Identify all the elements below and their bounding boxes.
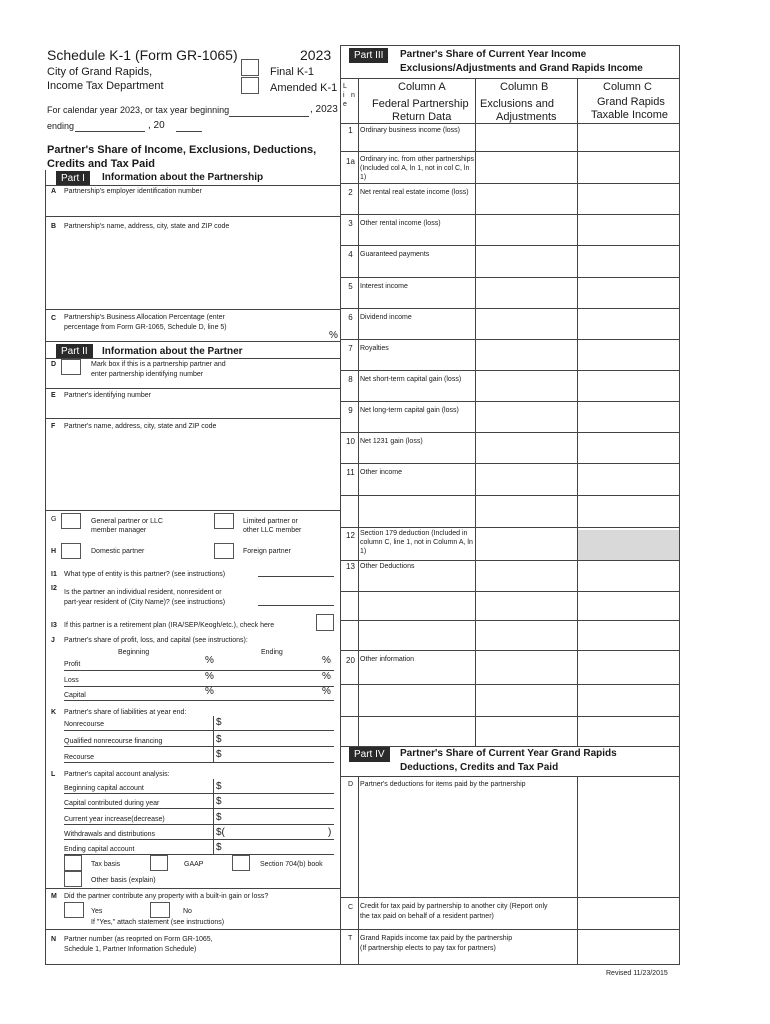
- line-num-20: 20: [346, 656, 355, 665]
- part4-tag: Part IV: [349, 747, 390, 762]
- l-dollar-3: $: [216, 812, 222, 823]
- amended-k1-checkbox[interactable]: [241, 77, 259, 94]
- l-row-ending: Ending capital account: [64, 846, 135, 853]
- j-capital-field[interactable]: [64, 700, 334, 701]
- l-withdrawals-field[interactable]: [64, 839, 334, 840]
- h-opt2: Foreign partner: [243, 548, 291, 555]
- e-label: Partner's identifying number: [64, 392, 151, 399]
- amended-k1-label: Amended K-1: [270, 82, 338, 94]
- line-num-9: 9: [348, 406, 353, 415]
- c-letter: C: [51, 315, 57, 322]
- h-opt1: Domestic partner: [91, 548, 145, 555]
- g-opt2-2: other LLC member: [243, 527, 302, 534]
- l-row-withdrawals: Withdrawals and distributions: [64, 831, 156, 838]
- domestic-partner-checkbox[interactable]: [61, 543, 81, 559]
- k-row-recourse: Recourse: [64, 754, 94, 761]
- col-b-sub-1: Exclusions and: [480, 98, 554, 110]
- line-label-13: Other Deductions: [360, 563, 415, 570]
- n-label-1: Partner number (as reoprted on Form GR-1065,: [64, 936, 213, 943]
- k-label: Partner's share of liabilities at year end:: [64, 709, 187, 716]
- g-opt1-2: member manager: [91, 527, 147, 534]
- k-recourse-field[interactable]: [64, 762, 334, 763]
- section-title-2: Credits and Tax Paid: [47, 158, 155, 170]
- e-letter: E: [51, 392, 56, 399]
- m-no-checkbox[interactable]: [150, 902, 170, 918]
- t4-letter: T: [348, 935, 353, 942]
- j-profit-begin-pct: %: [205, 655, 214, 666]
- ending-label: ending: [47, 121, 75, 131]
- form-title: Schedule K-1 (Form GR-1065): [47, 47, 238, 63]
- d-label-2: enter partnership identifying number: [91, 371, 204, 378]
- l-704b-label: Section 704(b) book: [260, 861, 323, 868]
- g-letter: G: [51, 516, 57, 523]
- part1-tag: Part I: [56, 171, 90, 186]
- line-label-1: Ordinary business income (loss): [360, 127, 460, 134]
- l-beginning-field[interactable]: [64, 793, 334, 794]
- partner-id-field[interactable]: [45, 418, 340, 419]
- gaap-checkbox[interactable]: [150, 855, 168, 871]
- j-profit-end-pct: %: [322, 655, 331, 666]
- l-contributed-field[interactable]: [64, 808, 334, 809]
- l-row-contributed: Capital contributed during year: [64, 800, 160, 807]
- d-label-1: Mark box if this is a partnership partner and: [91, 361, 226, 368]
- part3-title-2: Exclusions/Adjustments and Grand Rapids Income: [400, 63, 643, 74]
- line-letter-e: e: [343, 101, 347, 108]
- i2-label-1: Is the partner an individual resident, nonresident or: [64, 589, 222, 596]
- m-note: If "Yes," attach statement (see instructions): [91, 919, 225, 926]
- j-capital-begin-pct: %: [205, 686, 214, 697]
- line-num-7: 7: [348, 344, 353, 353]
- c4-label-2: the tax paid on behalf of a resident partner): [360, 913, 494, 920]
- col-c-sub-2: Taxable Income: [591, 109, 669, 121]
- allocation-pct-field[interactable]: [45, 341, 340, 342]
- i1-label: What type of entity is this partner? (see instructions): [64, 571, 226, 578]
- line-1a-colc-shaded: [578, 530, 679, 561]
- c-pct-sign: %: [329, 330, 338, 341]
- employer-id-field[interactable]: [45, 216, 340, 217]
- l-dollar-2: $: [216, 796, 222, 807]
- j-profit-field[interactable]: [64, 670, 334, 671]
- j-loss-begin-pct: %: [205, 671, 214, 682]
- line-num-5: 5: [348, 282, 353, 291]
- col-c-sub-1: Grand Rapids: [597, 96, 665, 108]
- j-row-loss: Loss: [64, 677, 79, 684]
- line-label-9: Net long-term capital gain (loss): [360, 407, 459, 414]
- tax-basis-checkbox[interactable]: [64, 855, 82, 871]
- f-label: Partner's name, address, city, state and ZIP code: [64, 423, 217, 430]
- part4-title-2: Deductions, Credits and Tax Paid: [400, 762, 559, 773]
- line-letter-i: i: [343, 92, 345, 99]
- line-letter-l: L: [343, 83, 347, 90]
- k-dollar-2: $: [216, 734, 222, 745]
- j-beginning-label: Beginning: [118, 649, 150, 656]
- general-partner-checkbox[interactable]: [61, 513, 81, 529]
- g-opt1-1: General partner or LLC: [91, 518, 163, 525]
- form-year: 2023: [300, 47, 332, 63]
- ending-year-label: , 20: [148, 120, 165, 131]
- line-label-11: Other income: [360, 469, 403, 476]
- section-704b-checkbox[interactable]: [232, 855, 250, 871]
- line-num-10: 10: [346, 437, 355, 446]
- l-dollar-5: $: [216, 842, 222, 853]
- line-num-4: 4: [348, 250, 353, 259]
- c4-letter: C: [348, 904, 354, 911]
- final-k1-label: Final K-1: [270, 66, 315, 78]
- col-a-sub-1: Federal Partnership: [372, 98, 469, 110]
- t4-label-1: Grand Rapids income tax paid by the partnership: [360, 935, 513, 942]
- part3-title-1: Partner's Share of Current Year Income: [400, 49, 587, 60]
- line-num-6: 6: [348, 313, 353, 322]
- partnership-partner-checkbox[interactable]: [61, 359, 81, 375]
- section-title-1: Partner's Share of Income, Exclusions, Deductions,: [47, 144, 317, 156]
- a-letter: A: [51, 188, 57, 195]
- j-letter: J: [51, 637, 55, 644]
- revised-date: Revised 11/23/2015: [606, 970, 668, 977]
- part2-title: Information about the Partner: [102, 346, 243, 357]
- line-num-11: 11: [346, 468, 355, 477]
- line-label-1a: Ordinary inc. from other partnerships (Included col A, ln 1, not in col C, ln 1): [360, 156, 474, 181]
- l-increase-field[interactable]: [64, 824, 334, 825]
- k-qualified-field[interactable]: [64, 746, 334, 747]
- retirement-plan-checkbox[interactable]: [316, 614, 334, 631]
- line-label-5: Interest income: [360, 283, 408, 290]
- i3-letter: I3: [51, 622, 57, 629]
- line-label-7: Royalties: [360, 345, 389, 352]
- part2-tag: Part II: [56, 344, 93, 359]
- col-a-head: Column A: [398, 81, 446, 93]
- foreign-partner-checkbox[interactable]: [214, 543, 234, 559]
- c-label-1: Partnership's Business Allocation Percentage (enter: [64, 314, 225, 321]
- col-b-head: Column B: [500, 81, 549, 93]
- m-yes-checkbox[interactable]: [64, 902, 84, 918]
- c-label-2: percentage from Form GR-1065, Schedule D, line 5): [64, 324, 227, 331]
- col-a-sub-2: Return Data: [392, 111, 452, 123]
- m-yes-label: Yes: [91, 908, 103, 915]
- d-letter: D: [51, 361, 57, 368]
- i2-label-2: part-year resident of (City Name)? (see instructions): [64, 599, 226, 606]
- i2-letter: I2: [51, 585, 57, 592]
- line-num-1a: 1a: [346, 157, 355, 166]
- k-row-qualified: Qualified nonrecourse financing: [64, 738, 163, 745]
- l-tax-basis-label: Tax basis: [91, 861, 121, 868]
- entity-type-field[interactable]: [258, 576, 334, 577]
- l-label: Partner's capital account analysis:: [64, 771, 170, 778]
- d4-amount-field[interactable]: [578, 777, 679, 896]
- j-ending-label: Ending: [261, 649, 283, 656]
- k-dollar-3: $: [216, 749, 222, 760]
- t4-amount-field[interactable]: [578, 930, 679, 964]
- ending-date-field[interactable]: [75, 131, 145, 132]
- l-row-increase: Current year increase(decrease): [64, 816, 165, 823]
- j-capital-end-pct: %: [322, 686, 331, 697]
- l-other-label: Other basis (explain): [91, 877, 156, 884]
- a-label: Partnership's employer identification number: [64, 188, 202, 195]
- other-basis-checkbox[interactable]: [64, 871, 82, 887]
- line-num-2: 2: [348, 188, 353, 197]
- line-label-4: Guaranteed payments: [360, 251, 430, 258]
- final-k1-checkbox[interactable]: [241, 59, 259, 76]
- j-loss-field[interactable]: [64, 686, 334, 687]
- line-label-2: Net rental real estate income (loss): [360, 189, 469, 196]
- line-label-20: Other information: [360, 656, 415, 663]
- m-label: Did the partner contribute any property with a built-in gain or loss?: [64, 893, 269, 900]
- col-c-head: Column C: [603, 81, 652, 93]
- line-letter-n: n: [351, 92, 355, 99]
- j-label: Partner's share of profit, loss, and capital (see instructions):: [64, 637, 248, 644]
- line-label-10: Net 1231 gain (loss): [360, 438, 423, 445]
- l-dollar-1: $: [216, 781, 222, 792]
- f-letter: F: [51, 423, 56, 430]
- g-opt2-1: Limited partner or: [243, 518, 298, 525]
- l-row-beginning: Beginning capital account: [64, 785, 144, 792]
- d4-label: Partner's deductions for items paid by the partnership: [360, 781, 526, 788]
- i1-letter: I1: [51, 571, 57, 578]
- b-letter: B: [51, 223, 57, 230]
- partnership-address-field[interactable]: [46, 232, 339, 308]
- l-close-paren: ): [328, 827, 332, 838]
- l-letter: L: [51, 771, 56, 778]
- line-num-3: 3: [348, 219, 353, 228]
- b-label: Partnership's name, address, city, state and ZIP code: [64, 223, 230, 230]
- line-num-12: 12: [346, 531, 355, 540]
- n-label-2: Schedule 1, Partner Information Schedule): [64, 946, 197, 953]
- org-line-2: Income Tax Department: [47, 80, 164, 92]
- t4-label-2: (If partnership elects to pay tax for partners): [360, 945, 496, 952]
- org-line-1: City of Grand Rapids,: [47, 66, 153, 78]
- n-letter: N: [51, 936, 57, 943]
- m-no-label: No: [183, 908, 192, 915]
- line-num-1: 1: [348, 126, 353, 135]
- limited-partner-checkbox[interactable]: [214, 513, 234, 529]
- l-dollar-paren: $(: [216, 827, 225, 838]
- part1-title: Information about the Partnership: [102, 172, 264, 183]
- k-dollar-1: $: [216, 717, 222, 728]
- line-label-6: Dividend income: [360, 314, 412, 321]
- calendar-year-suffix: , 2023: [310, 104, 338, 115]
- k-letter: K: [51, 709, 57, 716]
- part4-title-1: Partner's Share of Current Year Grand Rapids: [400, 748, 617, 759]
- line-num-8: 8: [348, 375, 353, 384]
- h-letter: H: [51, 548, 57, 555]
- l-gaap-label: GAAP: [184, 861, 204, 868]
- ending-year-field[interactable]: [176, 131, 202, 132]
- line-num-13: 13: [346, 562, 355, 571]
- d4-letter: D: [348, 781, 354, 788]
- tax-year-begin-field[interactable]: [229, 116, 309, 117]
- partner-address-field[interactable]: [46, 432, 339, 508]
- m-letter: M: [51, 893, 57, 900]
- calendar-line-label: For calendar year 2023, or tax year beginning: [47, 105, 230, 115]
- k-nonrecourse-field[interactable]: [64, 730, 334, 731]
- i3-label: If this partner is a retirement plan (IRA/SEP/Keogh/etc.), check here: [64, 622, 275, 629]
- k-row-nonrecourse: Nonrecourse: [64, 721, 105, 728]
- col-b-sub-2: Adjustments: [496, 111, 557, 123]
- residency-field[interactable]: [258, 605, 334, 606]
- l-ending-field[interactable]: [64, 854, 334, 855]
- line-1a-cells[interactable]: [476, 152, 679, 182]
- c4-label-1: Credit for tax paid by partnership to another city (Report only: [360, 903, 548, 910]
- line-label-3: Other rental income (loss): [360, 220, 441, 227]
- j-loss-end-pct: %: [322, 671, 331, 682]
- c4-amount-field[interactable]: [578, 898, 679, 928]
- line-label-12: Section 179 deduction (Included in column C, line 1, not in Column A, ln 1): [360, 530, 473, 555]
- line-1-cells[interactable]: [476, 124, 679, 150]
- line-label-8: Net short-term capital gain (loss): [360, 376, 462, 383]
- j-row-capital: Capital: [64, 692, 86, 699]
- part3-tag: Part III: [349, 48, 388, 63]
- j-row-profit: Profit: [64, 661, 81, 668]
